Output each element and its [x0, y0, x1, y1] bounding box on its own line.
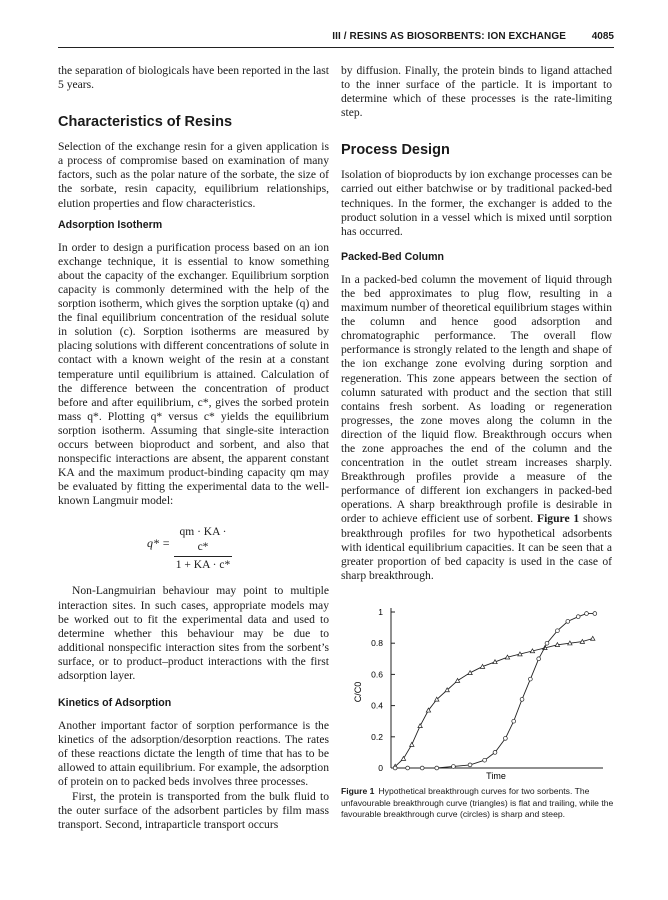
section-heading-characteristics: Characteristics of Resins	[58, 114, 233, 131]
paragraph	[341, 273, 612, 583]
data-point-circle	[493, 751, 497, 755]
right-column	[341, 64, 612, 583]
data-point-triangle	[591, 636, 595, 640]
subheading-packed-bed: Packed-Bed Column	[341, 250, 445, 263]
subheading-adsorption-isotherm: Adsorption Isotherm	[58, 218, 163, 231]
paragraph: Isolation of bioproducts by ion exchange processes can be carried out either batchwise or by traditional packed-bed techniques. In the former, the exchanger is added to the product solution in a vessel which is mixed until sorption has occurred.	[341, 168, 612, 238]
y-tick-label: 0	[378, 763, 383, 773]
data-point-circle	[504, 736, 508, 740]
left-column	[58, 64, 329, 832]
running-header	[58, 28, 614, 48]
data-point-circle	[528, 677, 532, 681]
data-point-circle	[468, 763, 472, 767]
data-point-circle	[537, 657, 541, 661]
data-point-circle	[593, 612, 597, 616]
chart-marks	[393, 612, 597, 770]
y-axis-label: C/C0	[353, 681, 363, 703]
data-point-triangle	[410, 742, 414, 746]
data-point-circle	[520, 697, 524, 701]
paragraph: the separation of biologicals have been reported in the last 5 years.	[58, 64, 329, 92]
data-point-circle	[406, 766, 410, 770]
equation-lhs: q* =	[147, 536, 171, 551]
figure-1	[341, 600, 621, 790]
y-tick-label: 1	[378, 607, 383, 617]
figure-reference: Figure 1	[536, 512, 580, 526]
data-point-triangle	[418, 724, 422, 728]
paragraph: by diffusion. Finally, the protein binds to ligand attached to the inner surface of the particle. It is important to determine which of these processes is the rate-limiting step.	[341, 64, 612, 120]
y-tick-label: 0.6	[371, 669, 383, 680]
equation-fraction	[174, 525, 232, 573]
running-title: III / RESINS AS BIOSORBENTS: ION EXCHANGE	[332, 31, 566, 42]
series-line-circles	[395, 614, 595, 768]
paragraph-text: shows breakthrough profiles for two hypothetical adsorbents with identical equilibrium capacities. It can be seen that a greater proportion of bed capacity is used in the case of sharp breakthrough.	[341, 512, 612, 582]
chart-axes	[371, 607, 603, 773]
paragraph: In order to design a purification process based on an ion exchange technique, it is essential to know something about the capacity of the exchanger. Equilibrium sorption capacity is commonly determined with the help of the sorption isotherm, which gives the sorption uptake (q) and the final equilibrium concentration of the residual solute in solution (c). Sorption isotherms are measured by placing solutions with different concentrations of solute in contact with a known weight of the resin at a constant temperature until equilibrium is attained. Calculation of the difference between the concentration of product before and after equilibrium, c*, gives the sorbed protein mass q*. Plotting q* versus c* yields the equilibrium sorption isotherm. Assuming that single-site interaction occurs between bioproduct and sorbent, and also that nonspecific interactions are absent, the apparent constant KA and the maximum product-binding capacity qm may be evaluated by fitting the experimental data to the well-known Langmuir model:	[58, 240, 329, 508]
caption-label: Figure 1	[341, 786, 375, 796]
fraction-bar	[174, 556, 232, 557]
caption-text: Hypothetical breakthrough curves for two sorbents. The unfavourable breakthrough curve (triangles) is flat and trailing, while the favourable breakthrough curve (circles) is sharp and steep.	[341, 786, 614, 820]
data-point-circle	[512, 719, 516, 723]
paragraph: Selection of the exchange resin for a given application is a process of compromise based on examination of many factors, such as the polar nature of the sorbate, the size of the sorbate, resin capacity, equilibrium relationships, elution properties and flow characteristics.	[58, 140, 329, 210]
data-point-circle	[566, 619, 570, 623]
y-tick-label: 0.2	[371, 731, 383, 742]
paragraph: Another important factor of sorption performance is the kinetics of the adsorption/desorption reactions. The rates of these reactions dictate the length of time that has to be allowed to attain equilibrium. For example, the adsorption of protein on to packed beds involves three processes.	[58, 719, 329, 789]
header-rule	[58, 47, 614, 48]
langmuir-equation	[58, 524, 329, 570]
page-number: 4085	[591, 31, 614, 42]
data-point-circle	[483, 758, 487, 762]
paragraph-text: In a packed-bed column the movement of liquid through the bed approximates to plug flow, resulting in a maximum number of theoretical equilibrium stages within the column and hence good adsorption and chromatographic performance. The overall flow performance is strongly related to the length and shape of the ion exchange zone evolving during sorption and regeneration. This zone appears between the section of column saturated with product and the section that still contains fresh sorbent. As loading or regeneration progresses, the zone moves along the column in the direction of the liquid flow. Breakthrough occurs when the zone approaches the end of the column and the concentration in the outlet stream increases sharply. Breakthrough profiles provide a measure of the performance of different ion exchangers in packed-bed operations. A sharp breakthrough profile is desirable in order to achieve efficient use of sorbent.	[341, 272, 612, 526]
data-point-circle	[545, 641, 549, 645]
section-heading-process-design: Process Design	[341, 142, 450, 159]
x-axis-label: Time	[486, 771, 506, 781]
data-point-circle	[452, 765, 456, 769]
series-line-triangles	[395, 639, 593, 767]
data-point-circle	[435, 766, 439, 770]
data-point-circle	[393, 766, 397, 770]
paragraph: First, the protein is transported from the bulk fluid to the outer surface of the adsorbent particles by film mass transport. Second, intraparticle transport occurs	[58, 789, 329, 831]
paragraph: Non-Langmuirian behaviour may point to multiple interaction sites. In such cases, appropriate models may be worked out to fit the experimental data and used to determine whether this behaviour may be due to additional nonspecific interaction sites from the sorbent’s surface, or to product–product interactions with the first adsorption layer.	[58, 584, 329, 682]
y-tick-label: 0.4	[371, 700, 383, 711]
data-point-circle	[420, 766, 424, 770]
data-point-circle	[585, 612, 589, 616]
data-point-triangle	[401, 756, 405, 760]
subheading-kinetics: Kinetics of Adsorption	[58, 697, 172, 710]
equation-denominator: 1 + KA · c*	[175, 559, 231, 572]
equation-numerator: qm · KA · c*	[179, 526, 227, 554]
breakthrough-chart	[341, 600, 621, 790]
data-point-circle	[556, 629, 560, 633]
y-tick-label: 0.8	[371, 638, 383, 649]
figure-caption	[341, 786, 619, 821]
data-point-circle	[576, 615, 580, 619]
data-point-triangle	[468, 671, 472, 675]
data-point-triangle	[455, 678, 459, 682]
